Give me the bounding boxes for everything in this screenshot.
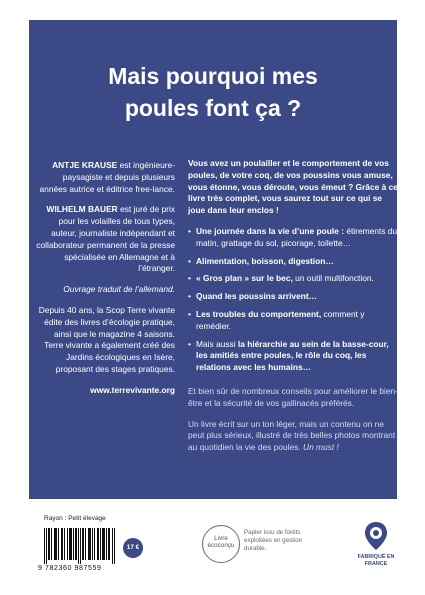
author-column <box>35 160 175 406</box>
feature-item <box>188 226 398 250</box>
shelf-category: Rayon : Petit élevage <box>44 515 106 522</box>
feature-bold: la hiérarchie au sein de la basse-cour, les amitiés entre poules, le rôle du coq, les relations avec les humains… <box>196 338 389 373</box>
bullet-icon: • <box>188 273 191 284</box>
feature-item <box>188 291 398 303</box>
feature-item <box>188 256 398 268</box>
made-in-france-label: FABRIQUÉ EN FRANCE <box>357 554 395 567</box>
feature-item <box>188 273 398 285</box>
bullet-icon: • <box>188 291 191 302</box>
price-badge: 17 € <box>123 538 143 558</box>
isbn-digits: 9 782360 987559 <box>38 565 102 572</box>
feature-bold: Les troubles du comportement, <box>196 308 322 319</box>
title-line-2: poules font ça ? <box>124 95 302 121</box>
author-text-1: est ingénieure-paysagiste et depuis plusieurs années autrice et éditrice free-lance. <box>39 160 175 194</box>
eco-paper-note: Papier issu de forêts exploitées en gestion durable. <box>244 529 303 552</box>
summary-emphasis: Un must ! <box>303 442 339 453</box>
feature-rest: étirements du matin, grattage du sol, picorage, toilette… <box>196 225 398 248</box>
feature-bold: Une journée dans la vie d’une poule : <box>196 225 344 236</box>
publisher-blurb: Depuis 40 ans, la Scop Terre vivante édite des livres d’écologie pratique, ainsi que le magazine 4 saisons. Terre vivante a également créé des Jardins écologiques en Isère, proposant des stages pratiques. <box>38 304 175 374</box>
intro-text: Vous avez un poulailler et le comportement de vos poules, de votre coq, de vos poussins vous amuse, vous étonne, vous déroute, vous émeut ? Grâce à ce livre très complet, vous saurez tout sur ce qui se joue dans leur enclos ! <box>188 158 398 216</box>
eco-badge-line-1: Livre <box>214 535 228 542</box>
description-column <box>188 158 398 463</box>
feature-item <box>188 309 398 333</box>
map-pin-icon <box>364 521 388 551</box>
publisher-website[interactable]: www.terrevivante.org <box>90 384 175 395</box>
bullet-icon: • <box>188 308 191 319</box>
back-cover-panel <box>29 20 397 499</box>
feature-rest: comment y remédier. <box>196 308 365 331</box>
feature-bold: Quand les poussins arrivent… <box>196 291 318 302</box>
author-bio-1 <box>35 160 175 195</box>
author-bio-2 <box>35 204 175 275</box>
paragraph-advice: Et bien sûr de nombreux conseils pour améliorer le bien-être et la sécurité de vos gallinacés préférés. <box>188 385 398 408</box>
feature-rest: Mais aussi <box>196 338 238 349</box>
eco-badge-line-2: écoconçu <box>207 542 235 549</box>
bullet-icon: • <box>188 255 191 266</box>
feature-rest: un outil multifonction. <box>292 273 374 284</box>
feature-list <box>188 226 398 374</box>
translation-note: Ouvrage traduit de l’allemand. <box>63 284 175 295</box>
bullet-icon: • <box>188 225 191 236</box>
eco-design-badge <box>202 525 240 563</box>
book-title <box>29 60 397 124</box>
author-name-1: ANTJE KRAUSE <box>52 160 118 170</box>
cover-footer <box>0 499 425 595</box>
summary-text: Un livre écrit sur un ton léger, mais un contenu on ne peut plus sérieux, illustré de très belles photos montrant au quotidien la vie des poules. <box>188 418 396 453</box>
barcode-icon <box>44 528 116 564</box>
feature-bold: Alimentation, boisson, digestion… <box>196 255 334 266</box>
feature-bold: « Gros plan » sur le bec, <box>196 273 293 284</box>
title-line-1: Mais pourquoi mes <box>108 63 318 89</box>
bullet-icon: • <box>188 338 191 349</box>
paragraph-summary <box>188 419 398 454</box>
feature-item <box>188 339 398 374</box>
author-name-2: WILHELM BAUER <box>46 204 118 215</box>
author-text-2: est juré de prix pour les volailles de tous types, auteur, journaliste indépendant et collaborateur permanent de la presse spécialisée en Allemagne et à l’étranger. <box>36 204 175 274</box>
